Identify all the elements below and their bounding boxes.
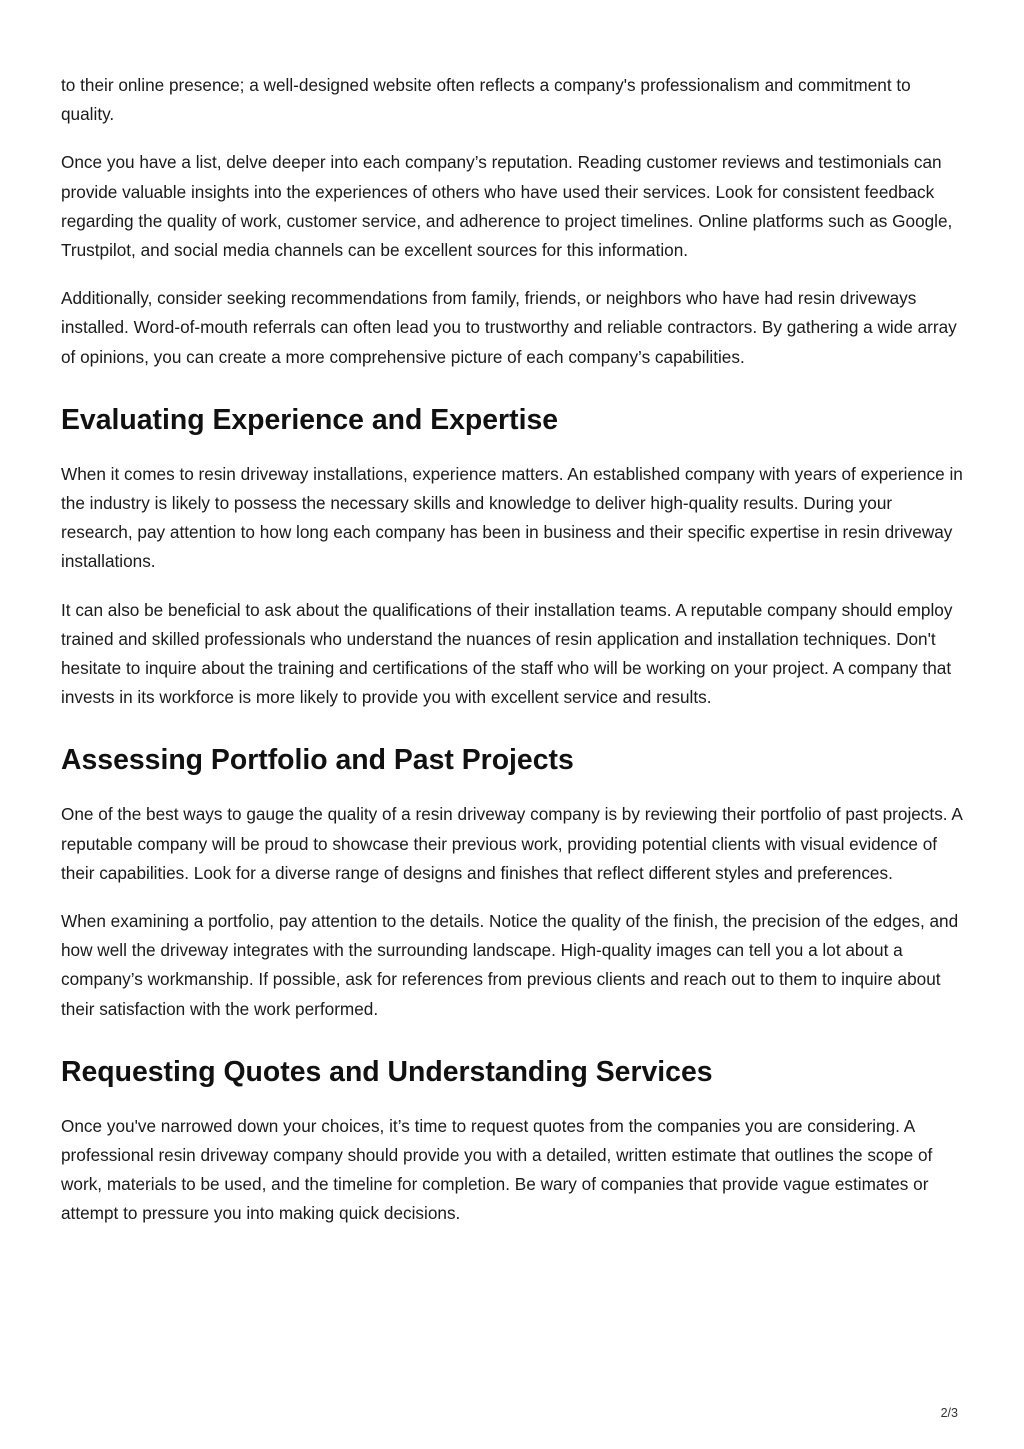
- heading-quotes: Requesting Quotes and Understanding Services: [61, 1055, 713, 1088]
- paragraph-portfolio: One of the best ways to gauge the quality of a resin driveway company is by reviewing their portfolio of past projects. A reputable company will be proud to showcase their previous work, providing potential clients with visual evidence of their capabilities. Look for a diverse range of designs and finishes that reflect different styles and preferences.: [61, 804, 962, 883]
- paragraph-portfolio-details: When examining a portfolio, pay attention to the details. Notice the quality of the finish, the precision of the edges, and how well the driveway integrates with the surrounding landscape. High-quality images can tell you a lot about a company’s workmanship. If possible, ask for references from previous clients and reach out to them to inquire about their satisfaction with the work performed.: [61, 911, 959, 1019]
- heading-portfolio: Assessing Portfolio and Past Projects: [61, 744, 574, 777]
- heading-experience: Evaluating Experience and Expertise: [61, 403, 559, 436]
- page-number: 2/3: [940, 1406, 958, 1420]
- paragraph-intro-continuation: to their online presence; a well-designed website often reflects a company's professionalism and commitment to quality.: [61, 75, 911, 125]
- paragraph-quotes: Once you've narrowed down your choices, it’s time to request quotes from the companies you are considering. A professional resin driveway company should provide you with a detailed, written estimate that outlines the scope of work, materials to be used, and the timeline for completion. Be wary of companies that provide vague estimates or attempt to pressure you into making quick decisions.: [61, 1115, 933, 1224]
- document-page: [61, 71, 967, 1248]
- paragraph-qualifications: It can also be beneficial to ask about the qualifications of their installation teams. A reputable company should employ trained and skilled professionals who understand the nuances of resin application and installation techniques. Don't hesitate to inquire about the training and certifications of the staff who will be working on your project. A company that invests in its workforce is more likely to provide you with excellent service and results.: [61, 599, 953, 708]
- paragraph-recommendations: Additionally, consider seeking recommendations from family, friends, or neighbors who have had resin driveways installed. Word-of-mouth referrals can often lead you to trustworthy and reliable contractors. By gathering a wide array of opinions, you can create a more comprehensive picture of each company’s capabilities.: [61, 288, 957, 367]
- paragraph-reputation: Once you have a list, delve deeper into each company’s reputation. Reading customer reviews and testimonials can provide valuable insights into the experiences of others who have used their services. Look for consistent feedback regarding the quality of work, customer service, and adherence to project timelines. Online platforms such as Google, Trustpilot, and social media channels can be excellent sources for this information.: [61, 152, 953, 261]
- paragraph-experience: When it comes to resin driveway installations, experience matters. An established company with years of experience in the industry is likely to possess the necessary skills and knowledge to deliver high-quality results. During your research, pay attention to how long each company has been in business and their specific expertise in resin driveway installations.: [61, 463, 963, 572]
